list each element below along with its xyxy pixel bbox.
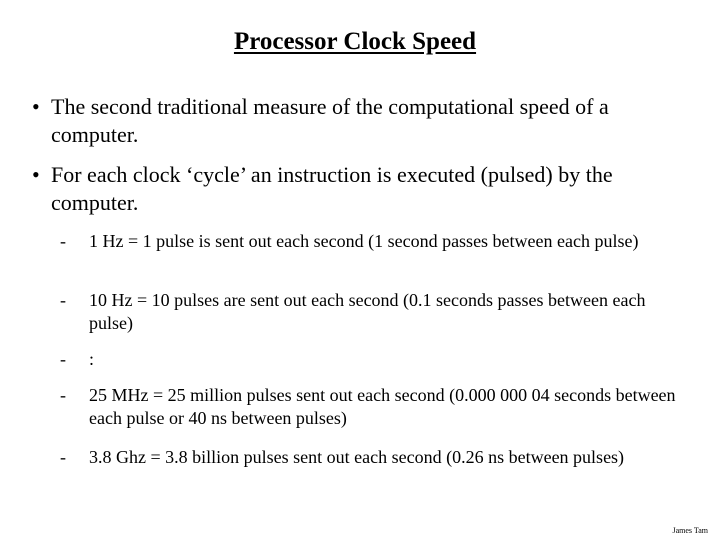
slide-title: Processor Clock Speed xyxy=(233,28,477,55)
bullet-text: For each clock ‘cycle’ an instruction is executed (pulsed) by the xyxy=(51,162,613,187)
bullet-text: The second traditional measure of the computational speed of a xyxy=(51,94,609,119)
sub-item-text: 1 Hz = 1 pulse is sent out each second (1 second passes between each pulse) xyxy=(89,231,639,251)
sub-item xyxy=(60,230,685,253)
sub-item-text: 3.8 Ghz = 3.8 billion pulses sent out each second (0.26 ns between pulses) xyxy=(89,447,625,467)
dash-marker: - xyxy=(60,231,66,251)
dash-marker: - xyxy=(60,349,66,369)
bullet-marker: • xyxy=(32,94,40,119)
sub-item xyxy=(60,446,685,469)
sub-item-text: 25 MHz = 25 million pulses sent out each second (0.000 000 04 seconds between each pulse or 40 ns between pulses) xyxy=(89,385,676,428)
sub-item-text: : xyxy=(89,349,95,369)
bullet-continuation: computer. xyxy=(51,122,139,147)
sub-item xyxy=(60,348,685,371)
bullet-continuation: computer. xyxy=(51,190,139,215)
bullet-item xyxy=(32,93,692,149)
sub-item-text: 10 Hz = 10 pulses are sent out each second (0.1 seconds passes between each pulse) xyxy=(89,290,646,333)
dash-marker: - xyxy=(60,447,66,467)
footer-author: James Tam xyxy=(672,526,708,535)
dash-marker: - xyxy=(60,290,66,310)
sub-item xyxy=(60,384,685,430)
sub-item xyxy=(60,289,685,335)
bullet-marker: • xyxy=(32,162,40,187)
dash-marker: - xyxy=(60,385,66,405)
bullet-item xyxy=(32,161,692,217)
